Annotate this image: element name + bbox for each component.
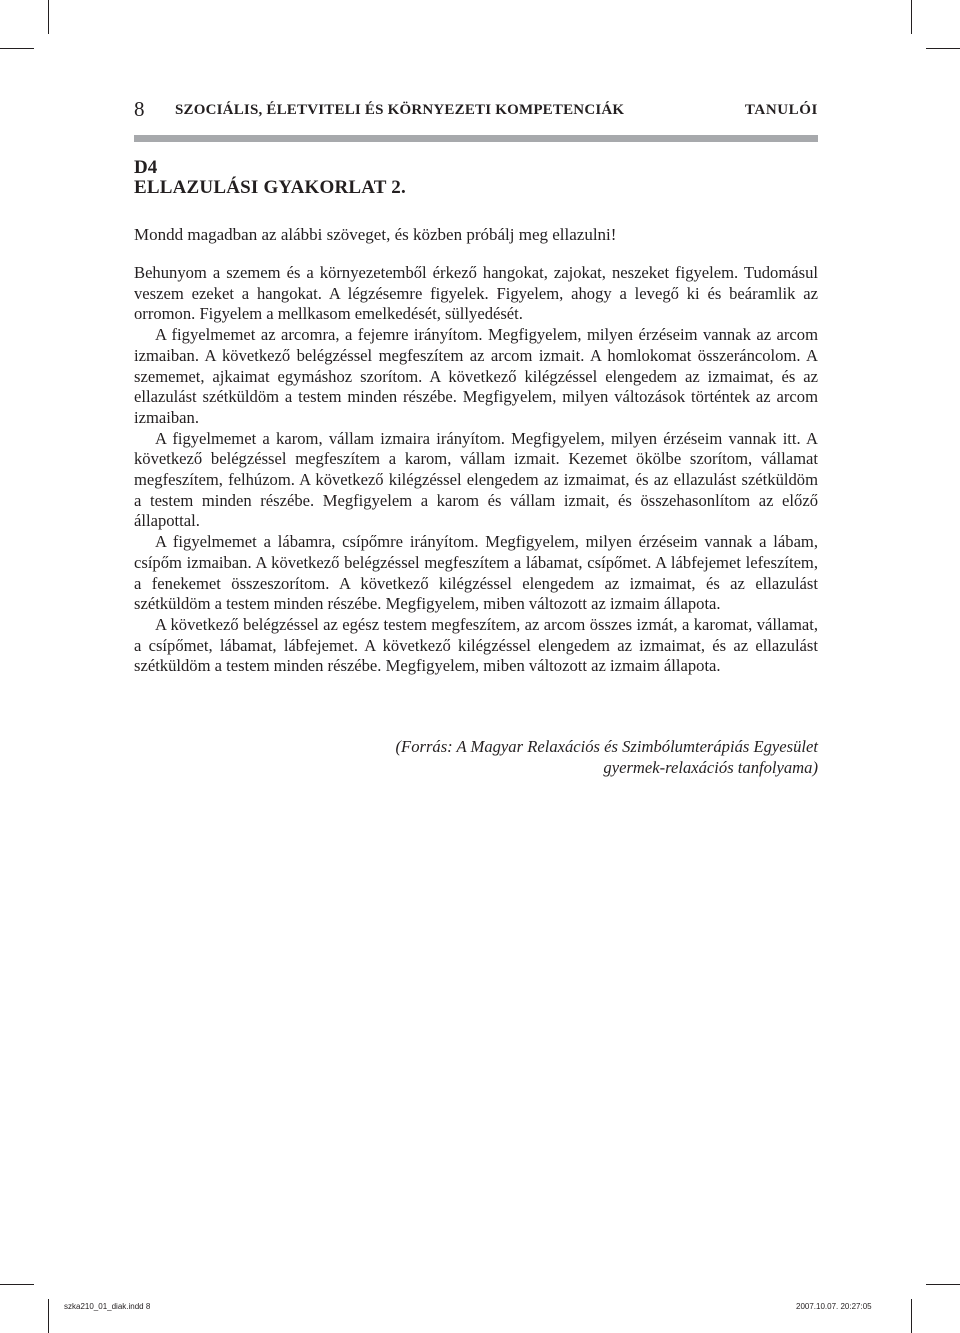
page-number: 8 (134, 97, 145, 121)
crop-mark (926, 1284, 960, 1285)
crop-mark (911, 1299, 912, 1333)
instruction-text: Mondd magadban az alábbi szöveget, és közben próbálj meg ellazulni! (134, 225, 617, 244)
paragraph: Behunyom a szemem és a környezetemből érkező hangokat, zajokat, neszeket figyelem. Tudomásul veszem ezeket a hangokat. A légzésemre figyelek. Figyelem, ahogy a levegő ki és beáramlik az orromon. Figyelem a mellkasom emelkedését, süllyedését. (134, 263, 818, 324)
slug-filename: szka210_01_diak.indd 8 (64, 1302, 151, 1311)
audience-label: TANULÓI (744, 102, 818, 118)
exercise-title: ELLAZULÁSI GYAKORLAT 2. (134, 177, 406, 198)
page-header (134, 97, 818, 127)
paragraph: A figyelmemet az arcomra, a fejemre irányítom. Megfigyelem, milyen érzéseim vannak az arcom izmaiban. A következő belégzéssel megfeszítem az arcom izmait. A homlokomat összeráncolom. A szememet, ajkaimat egymáshoz szorítom. A következő kilégzéssel elengedem az izmaimat, és az ellazulást szétküldöm a testem minden részébe. Megfigyelem, milyen változások történtek az arcom izmaiban. (134, 325, 818, 427)
crop-mark (926, 48, 960, 49)
crop-mark (48, 0, 49, 34)
paragraph: A figyelmemet a karom, vállam izmaira irányítom. Megfigyelem, milyen érzéseim vannak itt. A következő belégzéssel megfeszítem a karom, vállam izmait. Kezemet ökölbe szorítom, vállamat megfeszítem, felhúzom. A következő kilégzéssel elengedem az izmaimat, és az ellazulást szétküldöm a testem minden részébe. Megfigyelem a karom és vállam izmait, és összehasonlítom az előző állapottal. (134, 428, 818, 531)
slug-timestamp: 2007.10.07. 20:27:05 (796, 1302, 872, 1311)
source-line: gyermek-relaxációs tanfolyama) (603, 758, 818, 777)
source-line: (Forrás: A Magyar Relaxációs és Szimbólumterápiás Egyesület (395, 737, 818, 756)
exercise-body (134, 263, 818, 677)
paragraph: A figyelmemet a lábamra, csípőmre irányítom. Megfigyelem, milyen érzéseim vannak a lábam, csípőm izmaiban. A következő belégzéssel megfeszítem a lábamat, csípőmet. A lábfejemet lefeszítem, a fenekemet összeszorítom. A következő kilégzéssel elengedem az izmaimat, és az ellazulást szétküldöm a testem minden részébe. Megfigyelem, miben változott az izmaim állapota. (134, 532, 818, 614)
source-citation (134, 736, 818, 778)
header-rule (134, 135, 818, 142)
crop-mark (0, 1284, 34, 1285)
crop-mark (48, 1299, 49, 1333)
section-title: SZOCIÁLIS, ÉLETVITELI ÉS KÖRNYEZETI KOMPETENCIÁK (175, 102, 625, 118)
paragraph: A következő belégzéssel az egész testem megfeszítem, az arcom összes izmát, a karomat, vállamat, a csípőmet, lábamat, lábfejemet. A következő kilégzéssel elengedem az izmaimat, és az ellazulást szétküldöm a testem minden részébe. Megfigyelem, miben változott az izmaim állapota. (134, 614, 818, 676)
crop-mark (911, 0, 912, 34)
exercise-code: D4 (134, 157, 158, 178)
crop-mark (0, 48, 34, 49)
